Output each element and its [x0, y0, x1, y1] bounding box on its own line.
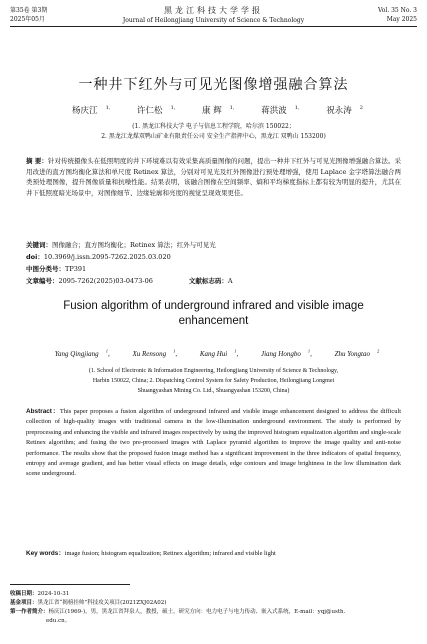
article-number-line: 文章编号：2095-7262(2025)03-0473-06 文献标志码：A: [26, 277, 233, 285]
clc-line: 中图分类号：TP391: [26, 265, 87, 273]
author-cn: 许仁松 $^{1,}$: [137, 105, 176, 116]
keywords-chinese: 关键词：图像融合；直方图均衡化；Retinex 算法；红外与可见光: [26, 241, 216, 249]
author-cn: 蒋洪波 $^{1,}$: [261, 105, 300, 116]
authors-chinese: [0, 104, 427, 116]
title-english: Fusion algorithm of underground infrared and visible image enhancement: [63, 300, 364, 327]
affiliations-chinese: (1. 黑龙江科技大学 电子与信息工程学院，哈尔滨 150022； 2. 黑龙江龙煤双鸭山矿业有限责任公司 安全生产指挥中心，黑龙江 双鸭山 153200): [101, 123, 326, 140]
first-author-bio: 第一作者简介：杨庆江(1969-)，男，黑龙江省拜泉人，教授，硕士，研究方向：电力电子与电力传动、嵌入式系统，E-mail：yqj@usth.: [10, 609, 346, 615]
header-issue: Vol. 35 No. 3 May 2025: [377, 7, 417, 23]
footnotes: [10, 590, 413, 626]
author-en: Kang Hui $^1$,: [199, 349, 239, 359]
title-chinese: 一种井下红外与可见光图像增强融合算法: [78, 77, 349, 93]
abstract-en-label: Abstract：: [26, 408, 60, 415]
abstract-cn-label: 摘 要：: [26, 157, 48, 165]
author-cn: 杨庆江 $^{1,}$: [72, 105, 111, 116]
authors-english: [0, 349, 427, 358]
fund-project: 基金项目：黑龙江省“揭榜挂帅”科技攻关项目(2021ZXJ02A02): [10, 600, 167, 606]
header-volume: 第35卷 第3期 2025年05月: [10, 7, 48, 23]
footnote-rule: [10, 584, 130, 585]
author-cn: 康 辉 $^{1,}$: [202, 105, 235, 116]
author-en: Zhu Yongtao $^2$: [334, 349, 380, 359]
received-date: 收稿日期：2024-10-31: [10, 591, 70, 597]
abstract-cn-text: 针对传统摄像头在低照明度的井下环境难以有效采集高质量图像的问题，提出一种井下红外与可见光图像增强融合算法。采用改进的直方图均衡化算法和单尺度 Retinex 算法，分别对可见光及红外图像进行预处理增强，使用 Laplace 金字塔算法融合两类预处理图像，提升图像质量和抗噪性能。结果表明，该融合图像在空间频率、熵和平均梯度指标上都有较为明显的提升，尤其在井下低照度暗光场景中，对图像细节、边缘轮廓和亮度的视觉呈现效果更佳。: [26, 157, 401, 198]
author-cn: 祝永涛 $^2$: [326, 105, 363, 116]
header-journal: 黑龙江科技大学学报 Journal of Heilongjiang University of Science & Technology: [122, 6, 305, 24]
keywords-english: Key words：image fusion; histogram equalization; Retinex algorithm; infrared and visible light: [26, 550, 276, 557]
affiliations-english: (1. School of Electronic & Information Engineering, Heilongjiang University of Science & Technology, Harbin 150022, China; 2. Dispatching Control System for Safety Production, Heilongjiang Longmei Shuangyashan Mining Co. Ltd., Shuangyashan 153200, China): [88, 368, 339, 394]
header-rule: [10, 26, 417, 27]
abstract-en-text: This paper proposes a fusion algorithm of underground infrared and visible image enhancement designed to address the difficult collection of high-quality images with traditional camera in the low-illumination underground environment. The study is performed by preprocessing and enhancing the visible and infrared images respectively by using the improved histogram equalization algorithm and single-scale Retinex algorithm; and fusing the two pre-processed images with Laplace pyramid algorithm to improve the image quality and anti-noise performance. The results show that the proposed fusion image method has a significant improvement in the three indicators of spatial frequency, entropy and average gradient, and has better visual effects on image details, edge contours and image brightness in the low illumination dark scene underground.: [26, 408, 401, 478]
author-en: Yang Qingjiang $^1$,: [54, 349, 110, 359]
abstract-chinese: [26, 156, 401, 199]
first-author-bio-cont: edu.cn。: [46, 618, 71, 624]
abstract-english: [26, 407, 401, 480]
doi-line: doi：10.3969/j.issn.2095-7262.2025.03.020: [26, 253, 171, 261]
author-en: Jiang Hongbo $^1$,: [261, 349, 312, 359]
author-en: Xu Rensong $^1$,: [132, 349, 178, 359]
